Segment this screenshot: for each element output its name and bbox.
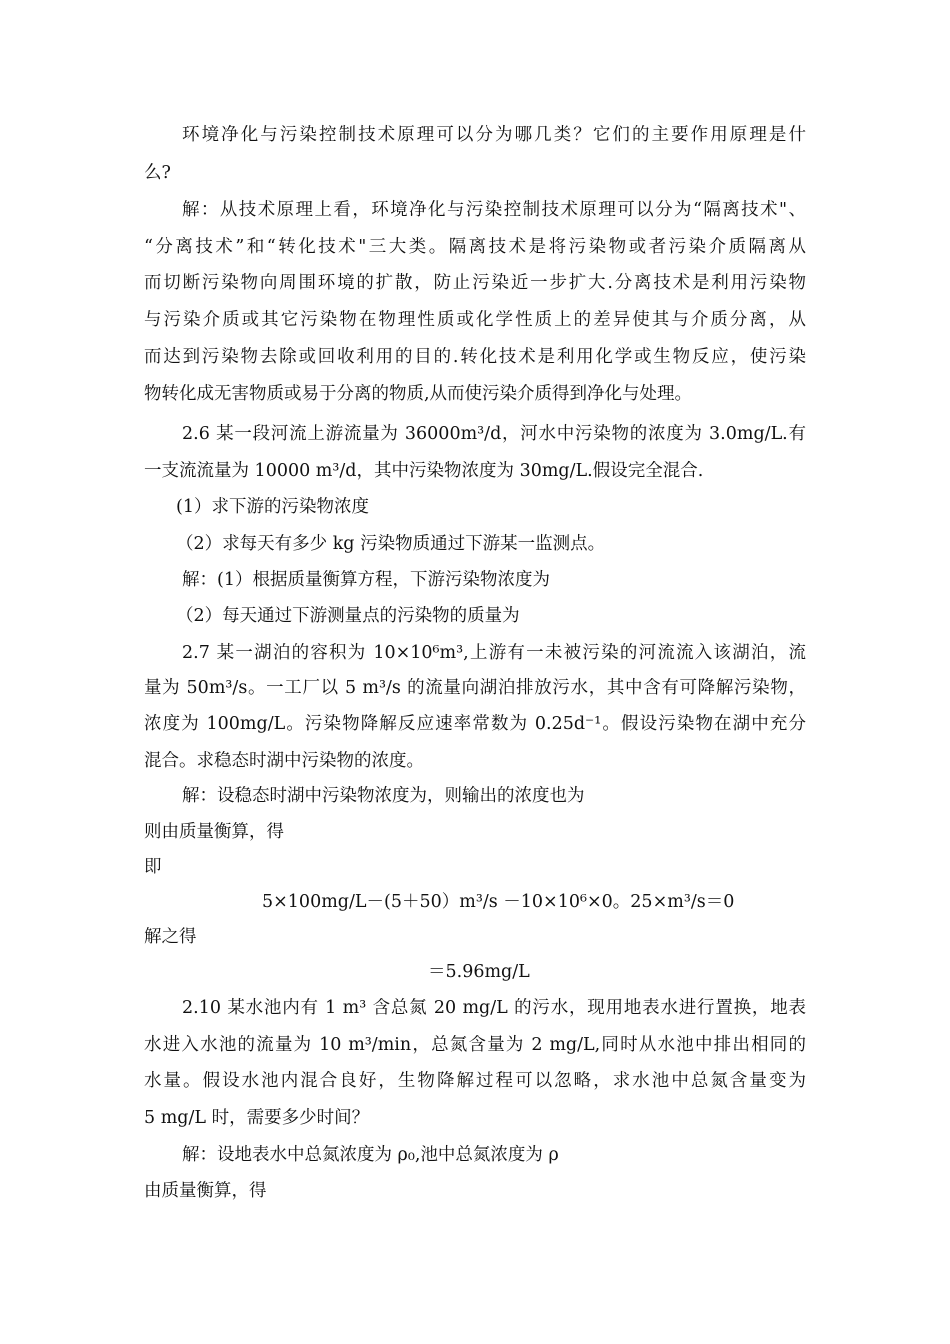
solution-2-7-result: ＝5.96mg/L	[428, 962, 530, 982]
answer-1-line-2: “分离技术”和“转化技术"三大类。隔离技术是将污染物或者污染介质隔离从	[144, 237, 806, 257]
answer-1-line-3: 而切断污染物向周围环境的扩散，防止污染近一步扩大.分离技术是利用污染物	[144, 273, 806, 293]
problem-2-7-line-2: 量为 50m³/s。一工厂以 5 m³/s 的流量向湖泊排放污水，其中含有可降解污染物，	[144, 678, 806, 698]
problem-2-6-part-1: (1）求下游的污染物浓度	[176, 497, 369, 517]
problem-2-7-line-1: 2.7 某一湖泊的容积为 10×10⁶m³,上游有一未被污染的河流流入该湖泊，流	[182, 643, 806, 663]
solution-2-7-line-2: 则由质量衡算，得	[144, 822, 284, 842]
solution-2-7-line-1: 解：设稳态时湖中污染物浓度为，则输出的浓度也为	[182, 786, 585, 806]
solution-2-7-line-3: 即	[144, 857, 162, 877]
question-1-line-2: 么?	[144, 163, 171, 183]
problem-2-6-line-2: 一支流流量为 10000 m³/d，其中污染物浓度为 30mg/L.假设完全混合.	[144, 461, 704, 481]
problem-2-7-line-4: 混合。求稳态时湖中污染物的浓度。	[144, 751, 424, 771]
solution-2-7-line-4: 解之得	[144, 927, 197, 947]
solution-2-6-part-2: （2）每天通过下游测量点的污染物的质量为	[176, 606, 520, 626]
solution-2-10-line-1: 解：设地表水中总氮浓度为 ρ₀,池中总氮浓度为 ρ	[182, 1145, 559, 1165]
solution-2-10-line-2: 由质量衡算，得	[144, 1181, 267, 1201]
problem-2-7-line-3: 浓度为 100mg/L。污染物降解反应速率常数为 0.25d⁻¹。假设污染物在湖中充分	[144, 714, 806, 734]
problem-2-6-line-1: 2.6 某一段河流上游流量为 36000m³/d，河水中污染物的浓度为 3.0mg/L.有	[182, 424, 806, 444]
answer-1-line-6: 物转化成无害物质或易于分离的物质,从而使污染介质得到净化与处理。	[144, 384, 693, 404]
problem-2-10-line-4: 5 mg/L 时，需要多少时间？	[144, 1108, 370, 1128]
problem-2-10-line-3: 水量。假设水池内混合良好，生物降解过程可以忽略，求水池中总氮含量变为	[144, 1071, 806, 1091]
answer-1-line-5: 而达到污染物去除或回收利用的目的.转化技术是利用化学或生物反应，使污染	[144, 347, 806, 367]
question-1-line-1: 环境净化与污染控制技术原理可以分为哪几类？它们的主要作用原理是什	[182, 125, 806, 145]
problem-2-6-part-2: （2）求每天有多少 kg 污染物质通过下游某一监测点。	[176, 534, 606, 554]
solution-2-7-equation: 5×100mg/L－(5＋50）m³/s －10×10⁶×0。25×m³/s＝0	[262, 892, 735, 912]
answer-1-line-4: 与污染介质或其它污染物在物理性质或化学性质上的差异使其与介质分离，从	[144, 310, 806, 330]
answer-1-line-1: 解：从技术原理上看，环境净化与污染控制技术原理可以分为“隔离技术"、	[182, 200, 806, 220]
solution-2-6-part-1: 解：(1）根据质量衡算方程，下游污染物浓度为	[182, 570, 550, 590]
problem-2-10-line-1: 2.10 某水池内有 1 m³ 含总氮 20 mg/L 的污水，现用地表水进行置换，地表	[182, 998, 806, 1018]
problem-2-10-line-2: 水进入水池的流量为 10 m³/min，总氮含量为 2 mg/L,同时从水池中排出相同的	[144, 1035, 806, 1055]
